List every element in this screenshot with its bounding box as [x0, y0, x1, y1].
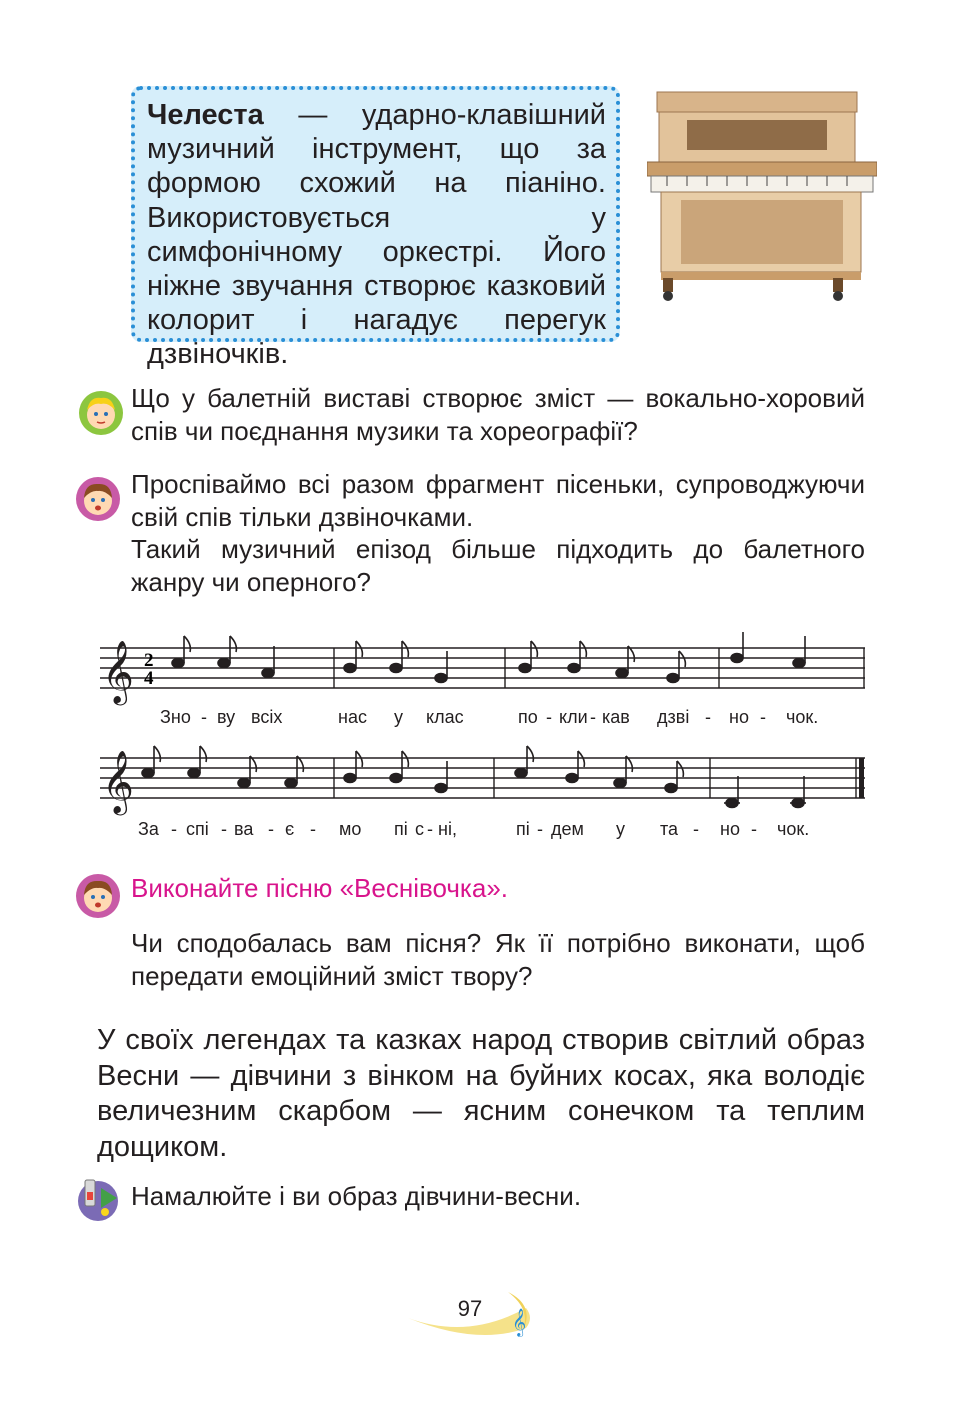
page-number: 97 [457, 1296, 483, 1321]
treble-clef-icon: 𝄞 [512, 1308, 527, 1336]
lyric-syllable: всіх [251, 707, 283, 727]
boy-face-icon [75, 476, 121, 522]
lyric-hyphen: - [751, 819, 757, 839]
lyric-hyphen: - [705, 707, 711, 727]
time-signature-top: 2 [144, 650, 154, 671]
lyric-syllable: спі [186, 819, 209, 839]
lyric-syllable: у [616, 819, 625, 839]
lyric-hyphen: - [427, 819, 433, 839]
instruction-sing: Проспіваймо всі разом фрагмент пісеньки, супроводжуючи свій спів тільки дзвіночками. [131, 469, 865, 532]
lyric-syllable: но [720, 819, 740, 839]
lyric-syllable: ву [217, 707, 236, 727]
lyric-syllable: кли [559, 707, 588, 727]
lyric-syllable: с [415, 819, 424, 839]
lyric-hyphen: - [221, 819, 227, 839]
lyric-syllable: клас [426, 707, 464, 727]
lyric-syllable: кав [602, 707, 630, 727]
thinking-boy-icon [78, 390, 124, 436]
story-paragraph: У своїх легендах та казках народ створив світлий образ Весни — дівчини з вінком на буйних косах, яка володіє величезним скарбом — ясним сонечком та теплим дощиком. [97, 1024, 865, 1163]
definition-term: Челеста [147, 99, 264, 131]
lyric-syllable: чок. [777, 819, 810, 839]
lyric-syllable: пі [394, 819, 408, 839]
draw-task: Намалюйте і ви образ дівчини-весни. [131, 1181, 582, 1211]
lyric-syllable: пі [516, 819, 530, 839]
lyric-hyphen: - [201, 707, 207, 727]
lyric-syllable: по [518, 707, 538, 727]
music-staff-1 [100, 632, 865, 712]
lyric-hyphen: - [693, 819, 699, 839]
lyric-hyphen: - [546, 707, 552, 727]
lyric-syllable: дем [551, 819, 584, 839]
celesta-image [647, 82, 877, 306]
definition-box [131, 86, 620, 371]
definition-text: — ударно-клавішний музичний інструмент, що за формою схожий на піаніно. Використовується у симфонічному оркестрі. Його ніжне звучання створює казковий колорит і нагадує перегук дзвіночків. [147, 99, 606, 371]
song-question: Чи сподобалась вам пісня? Як її потрібно виконати, щоб передати емоційний зміст твору? [131, 928, 865, 991]
lyric-syllable: та [660, 819, 679, 839]
lyric-hyphen: - [310, 819, 316, 839]
lyric-hyphen: - [760, 707, 766, 727]
boy-face-icon [75, 873, 121, 919]
lyric-syllable: мо [339, 819, 362, 839]
svg-text:𝄞: 𝄞 [102, 750, 134, 813]
lyric-syllable: За [138, 819, 159, 839]
palette-icon [75, 1176, 121, 1222]
time-signature-bottom: 4 [144, 668, 154, 689]
lyric-syllable: у [394, 707, 403, 727]
lyric-hyphen: - [171, 819, 177, 839]
lyric-hyphen: - [268, 819, 274, 839]
lyric-syllable: Зно [160, 707, 191, 727]
svg-text:𝄞: 𝄞 [102, 640, 134, 703]
lyric-syllable: дзві [657, 707, 690, 727]
lyric-syllable: ва [234, 819, 254, 839]
lyric-syllable: но [729, 707, 749, 727]
question-genre: Такий музичний епізод більше підходить до балетного жанру чи оперного? [131, 534, 865, 597]
question-ballet: Що у балетній виставі створює зміст — вокально-хоровий спів чи поєднання музики та хореографії? [131, 383, 865, 446]
lyric-syllable: нас [338, 707, 367, 727]
lyric-hyphen: - [537, 819, 543, 839]
lyric-hyphen: - [590, 707, 596, 727]
lyric-syllable: ні, [438, 819, 457, 839]
song-task: Виконайте пісню «Веснівочка». [131, 873, 509, 903]
lyric-syllable: є [285, 819, 295, 839]
lyric-syllable: чок. [786, 707, 819, 727]
music-staff-2 [100, 742, 865, 822]
